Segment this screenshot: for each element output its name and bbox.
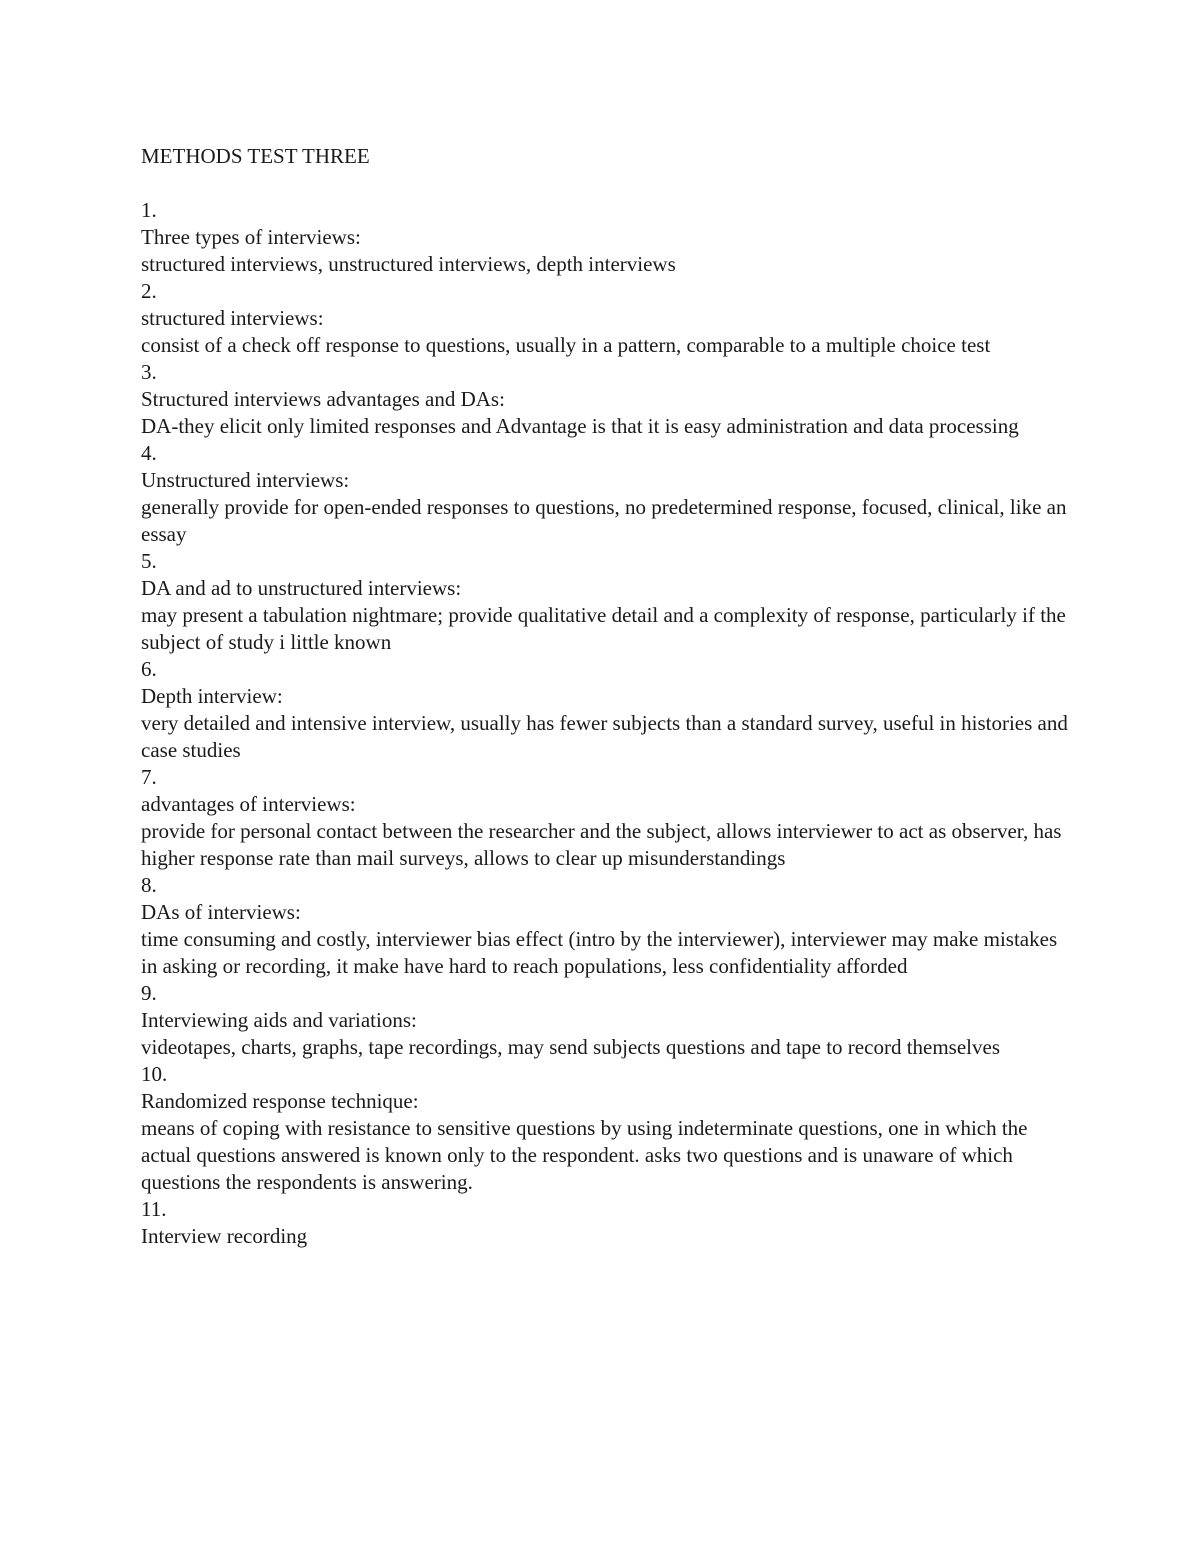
item-term: Interviewing aids and variations: xyxy=(141,1008,417,1032)
item-number: 9. xyxy=(141,981,157,1005)
item-number: 1. xyxy=(141,198,157,222)
item-term: Interview recording xyxy=(141,1224,308,1248)
item-definition: videotapes, charts, graphs, tape recordings, may send subjects questions and tape to record themselves xyxy=(141,1035,1001,1059)
list-item xyxy=(141,278,1071,359)
item-number: 5. xyxy=(141,549,157,573)
list-item xyxy=(141,872,1071,980)
item-term: Unstructured interviews: xyxy=(141,468,350,492)
item-definition: may present a tabulation nightmare; provide qualitative detail and a complexity of response, particularly if the subject of study i little known xyxy=(141,603,1066,654)
list-item xyxy=(141,1196,1071,1250)
list-item xyxy=(141,656,1071,764)
item-term: structured interviews: xyxy=(141,306,324,330)
title-spacer xyxy=(141,170,1071,197)
item-definition: structured interviews, unstructured interviews, depth interviews xyxy=(141,252,676,276)
item-number: 10. xyxy=(141,1062,168,1086)
list-item xyxy=(141,1061,1071,1196)
item-number: 3. xyxy=(141,360,157,384)
item-definition: provide for personal contact between the researcher and the subject, allows interviewer to act as observer, has higher response rate than mail surveys, allows to clear up misunderstandings xyxy=(141,819,1062,870)
list-item xyxy=(141,359,1071,440)
list-item xyxy=(141,440,1071,548)
item-number: 8. xyxy=(141,873,157,897)
document-content xyxy=(141,143,1071,1250)
item-number: 7. xyxy=(141,765,157,789)
item-term: advantages of interviews: xyxy=(141,792,356,816)
list-item xyxy=(141,197,1071,278)
item-number: 6. xyxy=(141,657,157,681)
item-term: Three types of interviews: xyxy=(141,225,361,249)
item-definition: generally provide for open-ended responses to questions, no predetermined response, focused, clinical, like an essay xyxy=(141,495,1067,546)
item-definition: DA-they elicit only limited responses and Advantage is that it is easy administration and data processing xyxy=(141,414,1019,438)
item-definition: time consuming and costly, interviewer bias effect (intro by the interviewer), interviewer may make mistakes in asking or recording, it make have hard to reach populations, less confidentiality afforded xyxy=(141,927,1058,978)
list-item xyxy=(141,764,1071,872)
list-item xyxy=(141,980,1071,1061)
document-title: METHODS TEST THREE xyxy=(141,144,370,168)
item-term: DA and ad to unstructured interviews: xyxy=(141,576,462,600)
item-number: 2. xyxy=(141,279,157,303)
item-number: 11. xyxy=(141,1197,167,1221)
item-definition: very detailed and intensive interview, usually has fewer subjects than a standard survey, useful in histories and case studies xyxy=(141,711,1068,762)
list-item xyxy=(141,548,1071,656)
item-term: Randomized response technique: xyxy=(141,1089,419,1113)
item-term: Structured interviews advantages and DAs: xyxy=(141,387,505,411)
item-term: DAs of interviews: xyxy=(141,900,301,924)
item-definition: consist of a check off response to questions, usually in a pattern, comparable to a multiple choice test xyxy=(141,333,991,357)
item-definition: means of coping with resistance to sensitive questions by using indeterminate questions, one in which the actual questions answered is known only to the respondent. asks two questions and is unaware of which questions the respondents is answering. xyxy=(141,1116,1028,1194)
item-term: Depth interview: xyxy=(141,684,283,708)
item-number: 4. xyxy=(141,441,157,465)
